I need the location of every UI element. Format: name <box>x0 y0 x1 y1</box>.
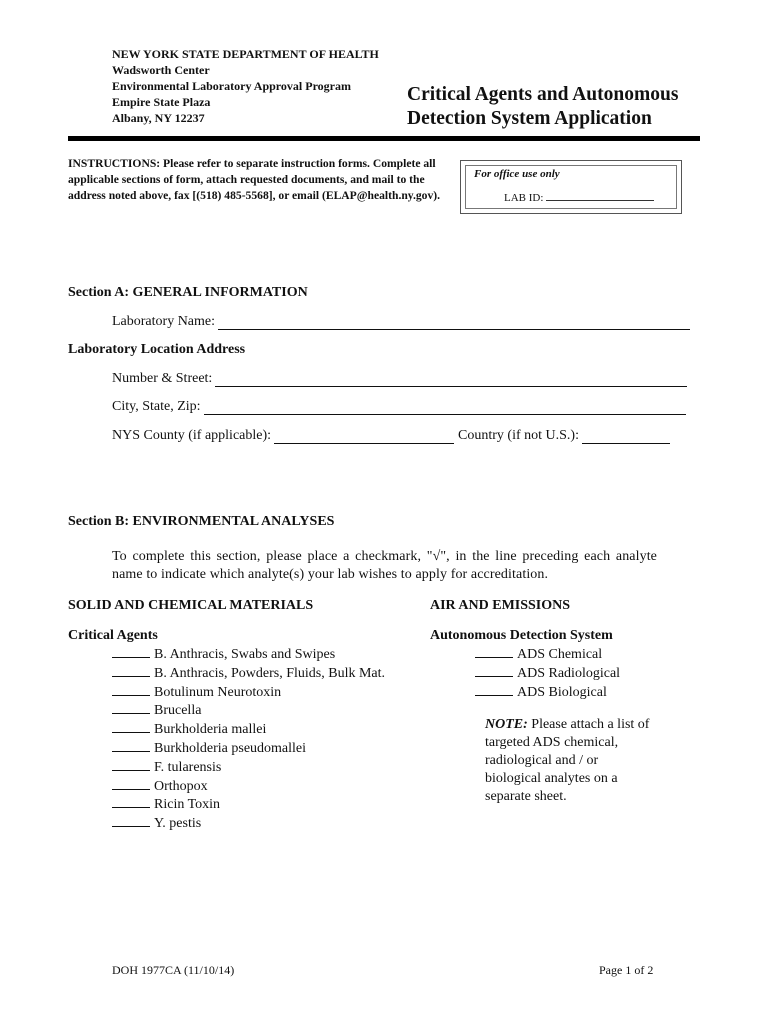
checkmark-line[interactable] <box>112 777 150 790</box>
agency-line: Albany, NY 12237 <box>112 111 205 125</box>
list-item <box>112 795 385 814</box>
agency-address-block <box>112 46 379 126</box>
analyte-name: ADS Biological <box>517 684 607 700</box>
solid-chemical-heading: SOLID AND CHEMICAL MATERIALS <box>68 598 314 613</box>
list-item <box>112 701 385 720</box>
ads-note <box>485 716 655 806</box>
list-item <box>112 683 385 702</box>
list-item <box>475 664 620 683</box>
checkmark-line[interactable] <box>112 664 150 677</box>
list-item <box>112 664 385 683</box>
section-a-title: Section A: GENERAL INFORMATION <box>68 285 308 300</box>
city-state-zip-field[interactable] <box>204 400 686 415</box>
country-label: Country (if not U.S.): <box>458 428 579 443</box>
page-number: Page 1 of 2 <box>599 963 654 977</box>
list-item <box>112 720 385 739</box>
laboratory-name-label: Laboratory Name: <box>112 314 216 329</box>
analyte-name: Y. pestis <box>154 816 202 832</box>
checkmark-line[interactable] <box>112 795 150 808</box>
office-use-label: For office use only <box>474 168 560 180</box>
county-field[interactable] <box>274 429 454 444</box>
analyte-name: Brucella <box>154 703 202 719</box>
office-use-box <box>460 160 682 214</box>
analyte-name: F. tularensis <box>154 759 222 775</box>
instructions-text: INSTRUCTIONS: Please refer to separate instruction forms. Complete all applicable sections of form, attach requested documents, and mail to the address noted above, fax [(518) 485-5568], or email (ELAP@health.ny.gov). <box>68 157 441 202</box>
note-lead: NOTE: <box>485 717 528 732</box>
county-country-row <box>112 428 670 444</box>
analyte-name: Burkholderia pseudomallei <box>154 740 307 756</box>
list-item <box>475 683 620 702</box>
analyte-name: ADS Radiological <box>517 665 621 681</box>
section-b-title: Section B: ENVIRONMENTAL ANALYSES <box>68 514 335 529</box>
lab-id-field[interactable] <box>546 190 654 201</box>
list-item <box>112 645 385 664</box>
analyte-name: B. Anthracis, Powders, Fluids, Bulk Mat. <box>154 665 386 681</box>
agency-line: Wadsworth Center <box>112 63 210 77</box>
ads-heading: Autonomous Detection System <box>430 628 613 643</box>
title-line-1: Critical Agents and Autonomous <box>407 84 679 105</box>
checkmark-line[interactable] <box>112 683 150 696</box>
city-state-zip-label: City, State, Zip: <box>112 399 201 414</box>
checkmark-line[interactable] <box>475 683 513 696</box>
lab-id-label: LAB ID: <box>504 192 544 204</box>
list-item <box>112 739 385 758</box>
checkmark-line[interactable] <box>112 814 150 827</box>
analyte-name: Burkholderia mallei <box>154 722 267 738</box>
list-item <box>112 814 385 833</box>
laboratory-name-row <box>112 314 690 330</box>
checkmark-line[interactable] <box>112 645 150 658</box>
analyte-name: Botulinum Neurotoxin <box>154 684 282 700</box>
street-row <box>112 371 687 387</box>
critical-agents-list <box>112 645 385 833</box>
checkmark-line[interactable] <box>475 645 513 658</box>
critical-agents-heading: Critical Agents <box>68 628 158 643</box>
office-use-inner-border <box>465 165 677 209</box>
list-item <box>112 758 385 777</box>
list-item <box>112 777 385 796</box>
checkmark-line[interactable] <box>112 701 150 714</box>
section-b-instructions: To complete this section, please place a checkmark, "√", in the line preceding each analyte name to indicate which analyte(s) your lab wishes to apply for accreditation. <box>112 549 657 582</box>
title-line-2: Detection System Application <box>407 108 652 129</box>
header-divider <box>68 136 700 141</box>
checkmark-line[interactable] <box>475 664 513 677</box>
county-label: NYS County (if applicable): <box>112 428 272 443</box>
form-number: DOH 1977CA (11/10/14) <box>112 963 235 977</box>
location-address-heading: Laboratory Location Address <box>68 342 246 357</box>
document-title <box>407 83 678 131</box>
analyte-name: ADS Chemical <box>517 647 603 662</box>
laboratory-name-field[interactable] <box>218 315 690 330</box>
agency-line: Empire State Plaza <box>112 95 211 109</box>
lab-id-row <box>504 190 654 204</box>
agency-line: Environmental Laboratory Approval Program <box>112 79 352 93</box>
list-item <box>475 645 620 664</box>
country-field[interactable] <box>582 429 670 444</box>
street-field[interactable] <box>215 372 687 387</box>
agency-line: NEW YORK STATE DEPARTMENT OF HEALTH <box>112 47 379 61</box>
street-label: Number & Street: <box>112 371 213 386</box>
checkmark-line[interactable] <box>112 758 150 771</box>
air-emissions-heading: AIR AND EMISSIONS <box>430 598 571 613</box>
analyte-name: Ricin Toxin <box>154 797 221 813</box>
note-text: Please attach a list of targeted ADS chemical, radiological and / or biological analytes on a separate sheet. <box>485 717 650 804</box>
checkmark-line[interactable] <box>112 720 150 733</box>
analyte-name: Orthopox <box>154 778 208 794</box>
city-state-zip-row <box>112 399 686 415</box>
ads-list <box>475 645 620 701</box>
analyte-name: B. Anthracis, Swabs and Swipes <box>154 647 336 662</box>
checkmark-line[interactable] <box>112 739 150 752</box>
